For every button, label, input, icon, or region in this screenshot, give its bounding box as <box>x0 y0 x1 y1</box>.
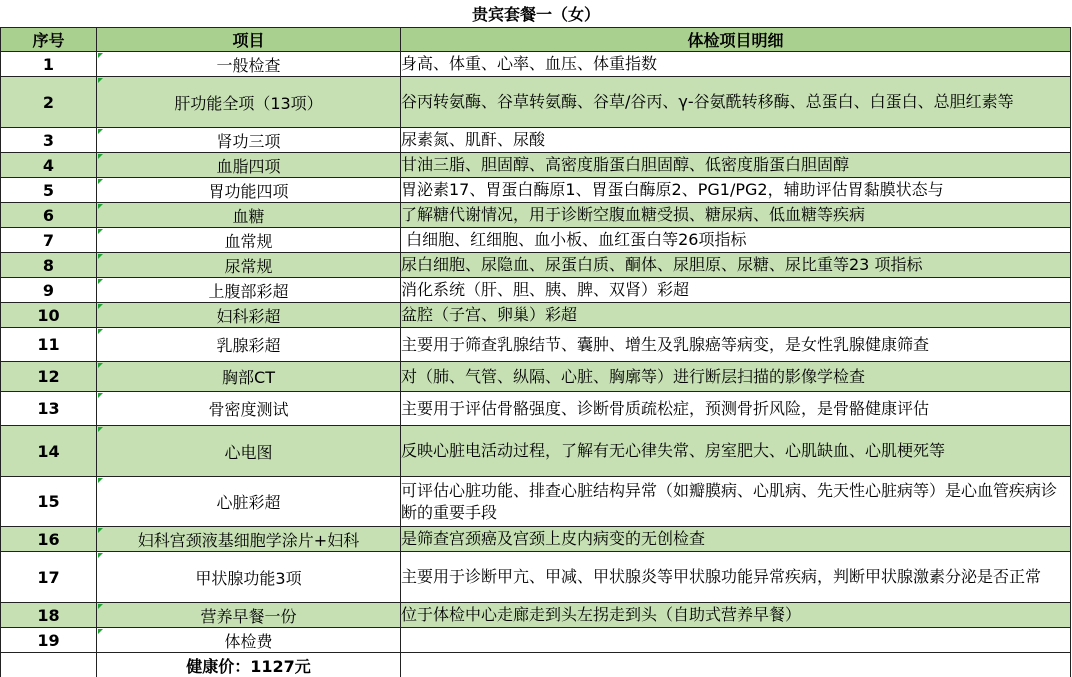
row-item: 血常规 <box>97 228 401 253</box>
sheet-title: 贵宾套餐一（女） <box>0 0 1072 27</box>
row-item: 营养早餐一份 <box>97 603 401 628</box>
row-num: 9 <box>1 278 97 303</box>
row-detail: 主要用于筛查乳腺结节、囊肿、增生及乳腺癌等病变，是女性乳腺健康筛查 <box>401 334 1070 356</box>
table-row[interactable] <box>1 278 1071 303</box>
row-num: 8 <box>1 253 97 278</box>
row-detail: 盆腔（子宫、卵巢）彩超 <box>401 304 1070 326</box>
row-num: 13 <box>1 392 97 426</box>
table-row[interactable] <box>1 253 1071 278</box>
table-row[interactable] <box>1 203 1071 228</box>
row-detail: 可评估心脏功能、排查心脏结构异常（如瓣膜病、心肌病、先天性心脏病等）是心血管疾病诊断的重要手段 <box>401 480 1070 524</box>
row-item: 妇科宫颈液基细胞学涂片+妇科 <box>97 527 401 552</box>
row-num: 15 <box>1 477 97 527</box>
row-num: 6 <box>1 203 97 228</box>
row-detail: 尿素氮、肌酐、尿酸 <box>401 129 1070 151</box>
row-item: 血糖 <box>97 203 401 228</box>
row-detail: 主要用于评估骨骼强度、诊断骨质疏松症，预测骨折风险，是骨骼健康评估 <box>401 398 1070 420</box>
row-detail-cell <box>401 77 1071 128</box>
table-row[interactable] <box>1 603 1071 628</box>
header-row <box>1 28 1071 52</box>
price-row <box>1 653 1071 677</box>
row-detail-cell <box>401 603 1071 628</box>
row-detail-cell <box>401 253 1071 278</box>
row-item: 乳腺彩超 <box>97 328 401 362</box>
row-detail: 身高、体重、心率、血压、体重指数 <box>401 53 1070 75</box>
row-detail-cell <box>401 527 1071 552</box>
row-detail: 位于体检中心走廊走到头左拐走到头（自助式营养早餐） <box>401 604 1070 626</box>
row-item: 尿常规 <box>97 253 401 278</box>
table-row[interactable] <box>1 477 1071 527</box>
table-row[interactable] <box>1 628 1071 653</box>
row-detail-cell <box>401 328 1071 362</box>
row-num: 4 <box>1 153 97 178</box>
header-num: 序号 <box>1 28 97 52</box>
row-num: 17 <box>1 552 97 603</box>
table-row[interactable] <box>1 153 1071 178</box>
row-item: 体检费 <box>97 628 401 653</box>
row-detail-cell <box>401 228 1071 253</box>
table-row[interactable] <box>1 128 1071 153</box>
row-detail: 是筛查宫颈癌及宫颈上皮内病变的无创检查 <box>401 528 1070 550</box>
header-item: 项目 <box>97 28 401 52</box>
row-detail-cell <box>401 392 1071 426</box>
row-detail: 反映心脏电活动过程，了解有无心律失常、房室肥大、心肌缺血、心肌梗死等 <box>401 440 1070 462</box>
row-detail: 白细胞、红细胞、血小板、血红蛋白等26项指标 <box>401 229 1070 251</box>
row-item: 妇科彩超 <box>97 303 401 328</box>
row-detail-cell <box>401 303 1071 328</box>
row-num: 16 <box>1 527 97 552</box>
table-row[interactable] <box>1 52 1071 77</box>
row-num: 12 <box>1 362 97 392</box>
row-detail-cell <box>401 477 1071 527</box>
row-num: 14 <box>1 426 97 477</box>
header-detail: 体检项目明细 <box>401 28 1071 52</box>
row-item: 胃功能四项 <box>97 178 401 203</box>
table-row[interactable] <box>1 426 1071 477</box>
row-num: 10 <box>1 303 97 328</box>
row-detail-cell <box>401 552 1071 603</box>
price-empty <box>401 653 1071 677</box>
row-num: 1 <box>1 52 97 77</box>
row-num: 18 <box>1 603 97 628</box>
row-detail-cell <box>401 178 1071 203</box>
row-detail-cell <box>401 128 1071 153</box>
row-item: 心电图 <box>97 426 401 477</box>
table-row[interactable] <box>1 328 1071 362</box>
row-item: 心脏彩超 <box>97 477 401 527</box>
table-row[interactable] <box>1 178 1071 203</box>
row-num: 19 <box>1 628 97 653</box>
row-num: 5 <box>1 178 97 203</box>
row-detail: 尿白细胞、尿隐血、尿蛋白质、酮体、尿胆原、尿糖、尿比重等23 项指标 <box>401 254 1070 276</box>
row-item: 一般检查 <box>97 52 401 77</box>
row-item: 胸部CT <box>97 362 401 392</box>
table-row[interactable] <box>1 303 1071 328</box>
price-spacer <box>1 653 97 677</box>
table-row[interactable] <box>1 527 1071 552</box>
row-item: 甲状腺功能3项 <box>97 552 401 603</box>
row-detail: 对（肺、气管、纵隔、心脏、胸廓等）进行断层扫描的影像学检查 <box>401 366 1070 388</box>
table-row[interactable] <box>1 392 1071 426</box>
package-table <box>0 27 1071 677</box>
row-num: 7 <box>1 228 97 253</box>
row-detail: 胃泌素17、胃蛋白酶原1、胃蛋白酶原2、PG1/PG2，辅助评估胃黏膜状态与 <box>401 179 1070 201</box>
price-label: 健康价：1127元 <box>97 653 401 677</box>
row-detail-cell <box>401 203 1071 228</box>
row-detail: 谷丙转氨酶、谷草转氨酶、谷草/谷丙、γ-谷氨酰转移酶、总蛋白、白蛋白、总胆红素等 <box>401 91 1070 113</box>
row-num: 11 <box>1 328 97 362</box>
table-row[interactable] <box>1 228 1071 253</box>
row-detail-cell <box>401 52 1071 77</box>
table-row[interactable] <box>1 77 1071 128</box>
row-detail-cell <box>401 278 1071 303</box>
row-item: 肝功能全项（13项） <box>97 77 401 128</box>
row-detail-cell <box>401 153 1071 178</box>
row-num: 3 <box>1 128 97 153</box>
row-num: 2 <box>1 77 97 128</box>
row-detail: 甘油三脂、胆固醇、高密度脂蛋白胆固醇、低密度脂蛋白胆固醇 <box>401 154 1070 176</box>
row-item: 肾功三项 <box>97 128 401 153</box>
row-detail: 消化系统（肝、胆、胰、脾、双肾）彩超 <box>401 279 1070 301</box>
row-detail-cell <box>401 362 1071 392</box>
table-row[interactable] <box>1 552 1071 603</box>
row-item: 上腹部彩超 <box>97 278 401 303</box>
row-item: 骨密度测试 <box>97 392 401 426</box>
row-detail <box>401 629 1070 651</box>
row-detail: 主要用于诊断甲亢、甲减、甲状腺炎等甲状腺功能异常疾病，判断甲状腺激素分泌是否正常 <box>401 566 1070 588</box>
table-row[interactable] <box>1 362 1071 392</box>
row-detail-cell <box>401 426 1071 477</box>
row-item: 血脂四项 <box>97 153 401 178</box>
row-detail-cell <box>401 628 1071 653</box>
row-detail: 了解糖代谢情况，用于诊断空腹血糖受损、糖尿病、低血糖等疾病 <box>401 204 1070 226</box>
